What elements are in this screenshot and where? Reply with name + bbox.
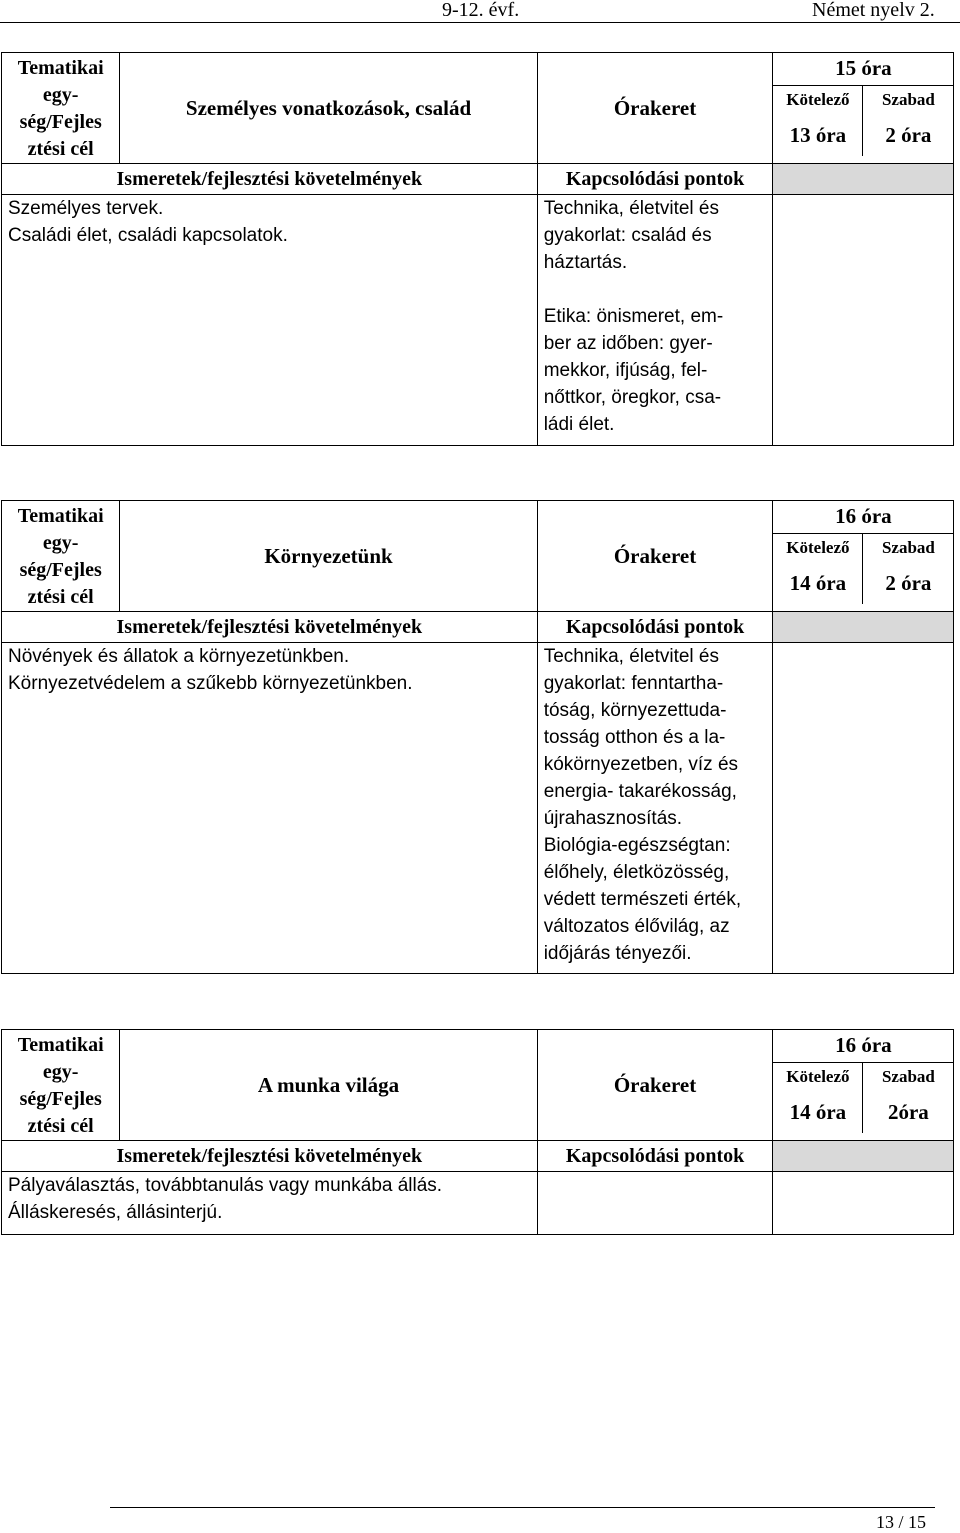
kapcsolodasi-header: Kapcsolódási pontok (537, 164, 773, 195)
unit-label: Tematikai egy- ség/Fejles ztési cél (2, 501, 120, 612)
ismeretek-header: Ismeretek/fejlesztési követelmények (2, 1141, 538, 1172)
kotelezo-hours: 14 óra (773, 1091, 863, 1133)
szabad-label: Szabad (881, 538, 935, 557)
szabad-label: Szabad (881, 90, 935, 109)
blank-cell (773, 612, 954, 974)
ismeretek-content: Növények és állatok a környezetünkben. Környezetvédelem a szűkebb környezetünkben. (2, 643, 538, 974)
hours-total: 16 óra (773, 1030, 953, 1063)
kapcsolodasi-header: Kapcsolódási pontok (537, 612, 773, 643)
ismeretek-header: Ismeretek/fejlesztési követelmények (2, 612, 538, 643)
ismeretek-content: Pályaválasztás, továbbtanulás vagy munkába állás. Álláskeresés, állásinterjú. (2, 1172, 538, 1235)
ismeretek-header: Ismeretek/fejlesztési követelmények (2, 164, 538, 195)
orakeret-label: Órakeret (537, 501, 773, 612)
orakeret-label: Órakeret (537, 1030, 773, 1141)
kapcsolodasi-header: Kapcsolódási pontok (537, 1141, 773, 1172)
hours-box (773, 53, 954, 164)
unit-content-table-2 (1, 611, 954, 974)
unit-title: Személyes vonatkozások, család (120, 53, 537, 164)
szabad-hours: 2 óra (885, 123, 932, 147)
grade-label: 9-12. évf. (442, 0, 520, 21)
hours-box (773, 1030, 954, 1141)
szabad-hours: 2 óra (885, 571, 932, 595)
unit-table-2 (1, 500, 954, 612)
subject-label: Német nyelv 2. (812, 0, 935, 21)
unit-content-table-3 (1, 1140, 954, 1235)
szabad-hours: 2óra (887, 1100, 929, 1124)
hours-total: 16 óra (773, 501, 953, 534)
footer-rule (110, 1507, 935, 1508)
kotelezo-label: Kötelező (773, 1063, 863, 1091)
unit-label: Tematikai egy- ség/Fejles ztési cél (2, 1030, 120, 1141)
kapcsolodasi-content (537, 195, 773, 446)
kapcsolodasi-para-1: Technika, életvitel és gyakorlat: család és háztartás. (543, 198, 720, 274)
szabad-label: Szabad (881, 1067, 935, 1086)
hours-box (773, 501, 954, 612)
kapcsolodasi-content: Technika, életvitel és gyakorlat: fenntartha- tóság, környezettuda- tosság otthon és a la- kókörnyezetben, víz és energia- takarékosság, újrahasznosítás. Biológia-egészségtan: élőhely, életközösség, védett természeti érték, változatos élővilág, az időjárás tényezői. (537, 643, 773, 974)
unit-table-3 (1, 1029, 954, 1141)
kotelezo-label: Kötelező (773, 534, 863, 562)
kapcsolodasi-para-2: Etika: önismeret, em- ber az időben: gyer- mekkor, ifjúság, fel- nőttkor, öregkor, csa- ládi élet. (543, 306, 724, 436)
unit-table-1 (1, 52, 954, 164)
ismeretek-content: Személyes tervek. Családi élet, családi kapcsolatok. (2, 195, 538, 446)
blank-cell (773, 164, 954, 446)
blank-cell (773, 1141, 954, 1235)
header-rule (0, 22, 960, 23)
page-number: 13 / 15 (876, 1512, 927, 1532)
orakeret-label: Órakeret (537, 53, 773, 164)
unit-title: A munka világa (120, 1030, 537, 1141)
kotelezo-label: Kötelező (773, 86, 863, 114)
kapcsolodasi-content (537, 1172, 773, 1235)
unit-title: Környezetünk (120, 501, 537, 612)
kotelezo-hours: 13 óra (773, 114, 863, 156)
hours-total: 15 óra (773, 53, 953, 86)
kotelezo-hours: 14 óra (773, 562, 863, 604)
unit-label: Tematikai egy- ség/Fejles ztési cél (2, 53, 120, 164)
page-header (0, 0, 960, 24)
unit-content-table-1 (1, 163, 954, 446)
